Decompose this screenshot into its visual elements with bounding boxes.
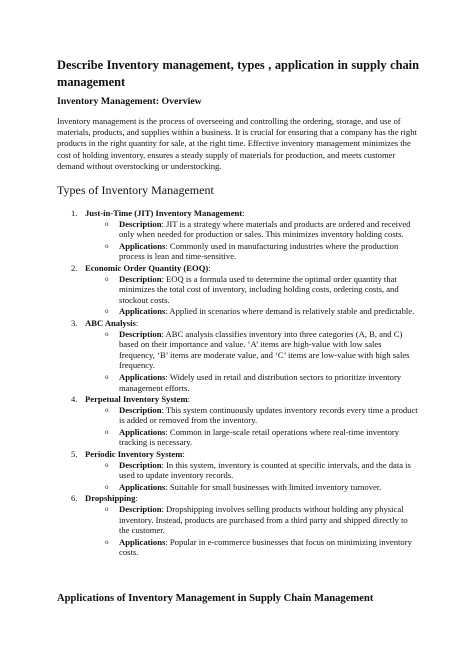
bullet-label: Applications xyxy=(119,306,166,317)
description-bullet xyxy=(85,219,419,240)
description-bullet xyxy=(85,504,419,536)
type-number: 1. xyxy=(71,208,78,218)
bullet-label: Description xyxy=(119,273,162,284)
type-item xyxy=(57,493,419,558)
type-number: 6. xyxy=(71,493,78,504)
type-number: 4. xyxy=(71,394,78,405)
bullet-label: Description xyxy=(119,504,162,515)
type-title: Just-in-Time (JIT) Inventory Management xyxy=(85,208,243,218)
circle-bullet-icon: o xyxy=(105,537,109,546)
overview-heading: Inventory Management: Overview xyxy=(57,96,202,107)
type-number: 2. xyxy=(71,262,78,273)
type-title-colon: : xyxy=(135,493,138,504)
type-item xyxy=(57,449,419,492)
applications-bullet xyxy=(85,241,419,262)
circle-bullet-icon: o xyxy=(105,505,109,514)
bullet-label: Applications xyxy=(119,240,166,251)
type-title: Perpetual Inventory System xyxy=(85,394,188,405)
type-item xyxy=(57,263,419,317)
type-details xyxy=(85,504,419,558)
applications-bullet xyxy=(85,427,419,448)
bullet-text: : In this system, inventory is counted at specific intervals, and the data is used to update inventory records. xyxy=(119,459,411,481)
types-list xyxy=(57,208,419,559)
type-title: Dropshipping xyxy=(85,493,136,504)
bullet-label: Applications xyxy=(119,426,166,437)
type-title: Economic Order Quantity (EOQ) xyxy=(85,262,209,273)
bullet-label: Description xyxy=(119,404,162,415)
type-title-colon: : xyxy=(208,262,211,273)
type-number: 5. xyxy=(71,449,78,460)
applications-bullet xyxy=(85,306,419,317)
circle-bullet-icon: o xyxy=(105,427,109,436)
bullet-label: Description xyxy=(119,459,162,470)
bullet-text: : Suitable for small businesses with limited inventory turnover. xyxy=(165,481,382,492)
overview-paragraph: Inventory management is the process of overseeing and controlling the ordering, storage, and use of materials, products, and supplies within a business. It is crucial for ensuring that a company has the right products in the right quantity for sale, at the right time. Effective inventory management minimizes the cost of holding inventory, ensures a steady supply of materials for production, and meets customer demand without overstocking or understocking. xyxy=(57,116,417,171)
type-details xyxy=(85,274,419,317)
bullet-text: : Common in large-scale retail operations where real-time inventory tracking is necessary. xyxy=(119,426,400,448)
circle-bullet-icon: o xyxy=(105,274,109,283)
bullet-label: Applications xyxy=(119,371,166,382)
circle-bullet-icon: o xyxy=(105,307,109,316)
bullet-label: Applications xyxy=(119,536,166,547)
type-title-colon: : xyxy=(242,208,245,218)
type-item xyxy=(57,394,419,448)
circle-bullet-icon: o xyxy=(105,460,109,469)
applications-heading: Applications of Inventory Management in Supply Chain Management xyxy=(57,593,374,604)
type-title: ABC Analysis xyxy=(85,317,136,328)
type-item xyxy=(57,318,419,393)
bullet-text: : Commonly used in manufacturing industries where the production process is lean and time-sensitive. xyxy=(119,240,399,262)
type-number: 3. xyxy=(71,317,78,328)
type-item xyxy=(57,208,419,262)
type-details xyxy=(85,329,419,394)
type-title-colon: : xyxy=(187,394,191,405)
circle-bullet-icon: o xyxy=(105,329,109,338)
bullet-text: : This system continuously updates inventory records every time a product is added or removed from the inventory. xyxy=(119,404,418,426)
applications-bullet xyxy=(85,537,419,558)
bullet-label: Description xyxy=(119,218,162,229)
circle-bullet-icon: o xyxy=(105,219,109,228)
type-title: Periodic Inventory System xyxy=(85,449,183,460)
type-title-colon: : xyxy=(135,317,139,328)
type-details xyxy=(85,405,419,448)
bullet-text: : ABC analysis classifies inventory into three categories (A, B, and C) based on their importance and value. ‘A’ items are high-value with low sales frequency, ‘B’ items are moderate value, and ‘C’ items are low-value with high sales frequency. xyxy=(119,328,410,371)
type-details xyxy=(85,460,419,493)
bullet-text: : JIT is a strategy where materials and products are ordered and received only when needed for production or sales. This minimizes inventory holding costs. xyxy=(119,218,411,240)
type-title-colon: : xyxy=(182,449,185,460)
circle-bullet-icon: o xyxy=(105,482,109,491)
description-bullet xyxy=(85,460,419,481)
bullet-label: Description xyxy=(119,328,162,339)
applications-bullet xyxy=(85,372,419,393)
applications-bullet xyxy=(85,482,419,493)
bullet-text: : Applied in scenarios where demand is relatively stable and predictable. xyxy=(165,306,415,317)
bullet-text: : Dropshipping involves selling products without holding any physical inventory. Instead, products are purchased from a third party and shipped directly to the customer. xyxy=(119,504,408,536)
circle-bullet-icon: o xyxy=(105,372,109,381)
description-bullet xyxy=(85,274,419,306)
circle-bullet-icon: o xyxy=(105,405,109,414)
type-details xyxy=(85,219,419,262)
bullet-text: : Popular in e-commerce businesses that focus on minimizing inventory costs. xyxy=(119,536,412,558)
bullet-text: : Widely used in retail and distribution sectors to prioritize inventory management efforts. xyxy=(119,371,402,393)
description-bullet xyxy=(85,329,419,371)
types-heading: Types of Inventory Management xyxy=(57,183,214,197)
bullet-label: Applications xyxy=(119,481,166,492)
document-title: Describe Inventory management, types , application in supply chain management xyxy=(57,58,419,89)
bullet-text: : EOQ is a formula used to determine the optimal order quantity that minimizes the total cost of inventory, including holding costs, ordering costs, and stockout costs. xyxy=(119,273,399,305)
description-bullet xyxy=(85,405,419,426)
circle-bullet-icon: o xyxy=(105,241,109,250)
